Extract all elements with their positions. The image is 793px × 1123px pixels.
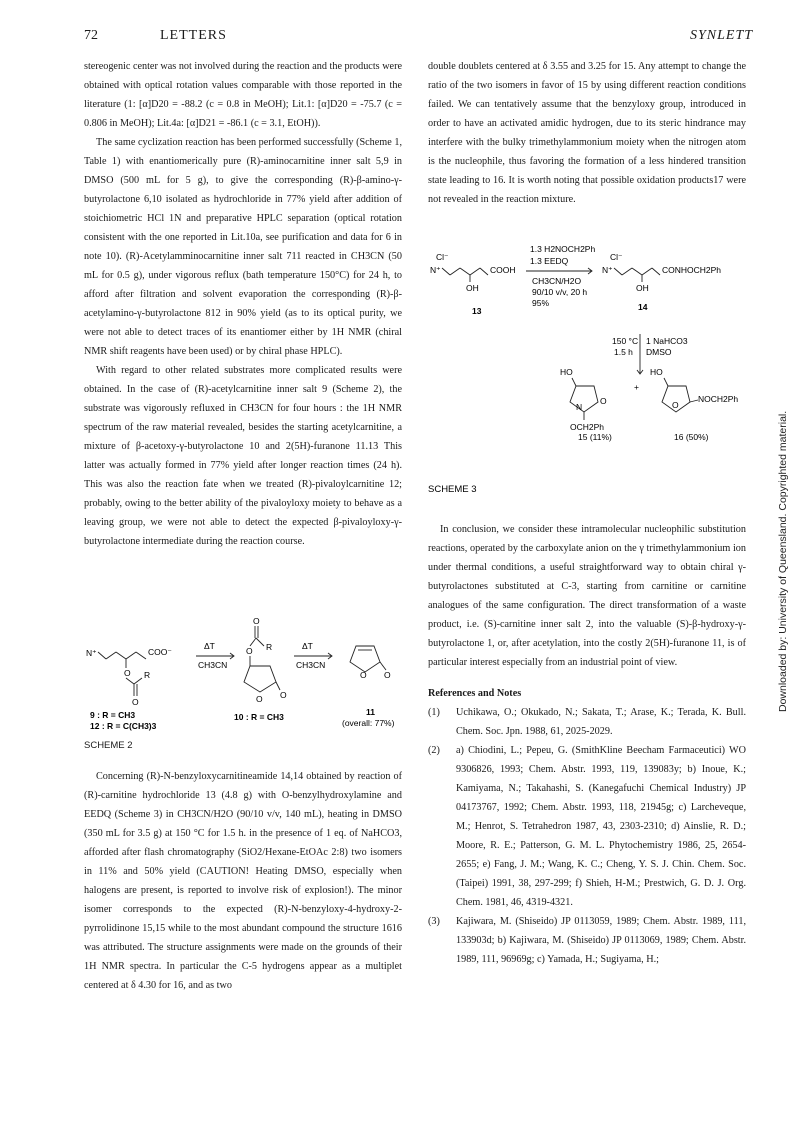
paragraph: double doublets centered at δ 3.55 and 3.25 for 15. Any attempt to change the ratio of the two isomers in favor of 15 by using different reaction conditions failed. We can tentatively assume that the benzyloxy group, introduced in order to have an activated amidic hydrogen, due to its steric hindrance may interfere with the bulky trimethylammonium moiety when the nitrogen atom is the nucleophile, thus favoring the formation of a less hindered transition state leading to 16. It is worth noting that possible oxidation products17 were not revealed in the reaction mixture.	[428, 61, 746, 205]
scheme-3	[428, 244, 748, 495]
reagent-5: 95%	[532, 298, 550, 308]
paragraph: The same cyclization reaction has been performed successfully (Scheme 1, Table 1) with enantiomerically pure (R)-aminocarnitine inner salt 5,9 in DMSO (500 mL for 5 g), to give the corresponding (R)-β-amino-γ-butyrolactone 6,10 isolated as hydrochloride in 77% yield after addition of stoichiometric HCl 1N and preparative HPLC separation (optical rotation consistent with the one reported in Lit.10a, see purification and data for 6 in note 10). (R)-Acetylamminocarnitine inner salt 711 reacted in CH3CN (50 mL for 0.5 g), under vigorous reflux (bath temperature 150°C) for 24 h, to afford after filtration and solvent evaporation the corresponding (R)-β-acetylamino-γ-butyrolactone 812 in 90% yield (as to its optical purity, we were not able to detect traces of its enantiomer either by 1H NMR (chiral NMR shift reagents have been used) or by chiral phase HPLC).	[84, 137, 402, 357]
reference-item	[428, 741, 746, 912]
scheme-2	[84, 612, 404, 752]
r-group: R	[144, 670, 151, 680]
reagent-2: 1.3 EEDQ	[530, 256, 569, 266]
left-column-lower	[84, 767, 402, 995]
scheme-3-caption: SCHEME 3	[428, 484, 477, 495]
benzyloxy-label: OCH2Ph	[570, 422, 605, 432]
paragraph: stereogenic center was not involved during the reaction and the products were obtained with optical rotation values comparable with those reported in the literature (1: [α]D20 = -88.2 (c = 0.8 in MeOH); Lit.1: [α]D20 = -75.7 (c = 0.806 in MeOH); Lit.4a: [α]D21 = -86.1 (c = 3.1, EtOH)).	[84, 61, 402, 129]
o-atom: O	[672, 400, 679, 410]
o-atom: O	[600, 396, 607, 406]
page-number: 72	[84, 28, 98, 43]
reagent-1: 1.3 H2NOCH2Ph	[530, 244, 596, 254]
nme3-label: N⁺	[602, 265, 613, 275]
o-atom: O	[132, 697, 139, 707]
compound-label-13: 13	[472, 306, 482, 316]
compound-label-16: 16 (50%)	[674, 432, 709, 442]
references-title: References and Notes	[428, 688, 522, 699]
right-column-lower	[428, 520, 746, 969]
reagent-4: 90/10 v/v, 20 h	[532, 287, 588, 297]
n-atom: N	[576, 402, 583, 412]
reference-number: (1)	[428, 707, 440, 718]
condition-2: 1.5 h	[614, 347, 633, 357]
o-atom: O	[246, 646, 253, 656]
ho-label: HO	[560, 367, 573, 377]
r-group: R	[266, 642, 273, 652]
nme3-label: N⁺	[430, 265, 441, 275]
delta-t-2: ΔT	[302, 641, 313, 651]
reference-item	[428, 703, 746, 741]
oxime-label: NOCH2Ph	[698, 394, 739, 404]
compound-label-10: 10 : R = CH3	[234, 712, 284, 722]
condition-1: 150 °C	[612, 336, 639, 346]
paragraph: Concerning (R)-N-benzyloxycarnitineamide 14,14 obtained by reaction of (R)-carnitine hydrochloride 13 (4.8 g) with O-benzylhydroxylamine and EEDQ (Scheme 3) in CH3CN/H2O (90/10 v/v, 140 mL), heating in DMSO (350 mL for 3.5 g) at 150 °C for 1.5 h. in the presence of 1 eq. of NaHCO3, afforded after flash chromatography (SiO2/Hexane-EtOAc 2:8) two isomers in 11% and 50% yield (CAUTION! Heating DMSO, especially when halogens are present, is reported to involve risk of explosion!). The minor isomer corresponds to the expected (R)-N-benzyloxy-4-hydroxy-2-pyrrolidinone 15,15 while to the most abundant compound the structure 1616 was attributed. The structure assignments were made on the grounds of their 1H NMR spectra. In particular the C-5 hydrogens appear as a multiplet centered at δ 4.30 for 16, and as two	[84, 771, 402, 991]
o-atom: O	[253, 616, 260, 626]
left-column	[84, 57, 402, 551]
reference-text: a) Chiodini, L.; Pepeu, G. (SmithKline Beecham Farmaceutici) WO 9306826, 1993; Chem. Abstr. 1993, 119, 139083y; b) Inoue, K.; Kamiyama, N.; Takahashi, S. (Kanegafuchi Chemical Industry) JP 04173767, 1992; Chem. Abstr. 1993, 118, 21945g; c) Larcheveque, M.; Henrot, S. Tetrahedron 1987, 43, 2303-2310; d) Ainslie, R. D.; Moore, R. E.; Patterson, G. M. L. Phytochemistry 1986, 25, 2654-2655; e) Fang, J. M.; Wang, K. C.; Cheng, Y. S. J. Chin. Chem. Soc. (Taipei) 1991, 38, 297-299; f) Shieh, H-M.; Prestwich, G. D. J. Org. Chem. 1981, 46, 4319-4321.	[456, 745, 746, 908]
condition-4: DMSO	[646, 347, 672, 357]
chloride-label: Cl⁻	[436, 252, 449, 262]
plus-sign: +	[634, 382, 639, 392]
solvent-1: CH3CN	[198, 660, 228, 670]
o-atom: O	[256, 694, 263, 704]
solvent-2: CH3CN	[296, 660, 326, 670]
carboxylate-label: COO⁻	[148, 647, 172, 657]
paragraph: In conclusion, we consider these intramolecular nucleophilic substitution reactions, operated by the carboxylate anion on the γ trimethylammonium ion under thermal conditions, a useful straightforward way to obtain chiral γ-butyrolactones substituted at C-3, starting from carnitine or carnitine analogues of the same configuration. The direct transformation of a waste product, i.e. (S)-carnitine inner salt 2, into the valuable (S)-β-hydroxy-γ-butyrolactone 1, or, after acetylation, into the costly 2(5H)-furanone 11, is of particular interest especially from an industrial point of view.	[428, 524, 746, 668]
o-atom: O	[124, 668, 131, 678]
reference-text: Uchikawa, O.; Okukado, N.; Sakata, T.; Arase, K.; Terada, K. Bull. Chem. Soc. Jpn. 1988, 61, 2025-2029.	[456, 707, 746, 737]
yield-11: (overall: 77%)	[342, 718, 395, 728]
compound-label-12: 12 : R = C(CH3)3	[90, 721, 157, 731]
reference-text: Kajiwara, M. (Shiseido) JP 0113059, 1989; Chem. Abstr. 1989, 111, 133903d; b) Kajiwara, M. (Shiseido) JP 0113069, 1989; Chem. Abstr. 1989, 111, 96969g; c) Yamada, H.; Sugiyama, H.;	[456, 916, 746, 965]
ho-label: HO	[650, 367, 663, 377]
cooh-label: COOH	[490, 265, 516, 275]
running-head-journal: SYNLETT	[690, 28, 754, 43]
reagent-3: CH3CN/H2O	[532, 276, 582, 286]
chloride-label: Cl⁻	[610, 252, 623, 262]
oh-label: OH	[466, 283, 479, 293]
running-head-section: LETTERS	[160, 28, 227, 43]
paragraph: With regard to other related substrates more complicated results were obtained. In the case of (R)-acetylcarnitine inner salt 9 (Scheme 2), the substrate was vigorously refluxed in CH3CN for four hours : the 1H NMR spectrum of the raw material revealed, besides the starting acetylcarnitine, a mixture of β-acetoxy-γ-butyrolactone 10 and 2(5H)-furanone 11.13 This latter was actually formed in 77% yield after longer reaction times (24 h). This was also the reaction fate when we treated (R)-pivaloylcarnitine 12; probably, owing to the better ability of the pivaloyloxy moiety to behave as a leaving group, we were not able to detect the expected β-pivaloyloxy-γ-butyrolactone intermediate during the reaction course.	[84, 365, 402, 547]
o-atom: O	[360, 670, 367, 680]
reference-item	[428, 912, 746, 969]
reference-number: (3)	[428, 916, 440, 927]
delta-t-1: ΔT	[204, 641, 215, 651]
download-watermark: Downloaded by: University of Queensland. Copyrighted material.	[777, 410, 789, 712]
right-column-upper	[428, 57, 746, 209]
compound-label-14: 14	[638, 302, 648, 312]
compound-label-9: 9 : R = CH3	[90, 710, 136, 720]
o-atom: O	[280, 690, 287, 700]
amide-label: CONHOCH2Ph	[662, 265, 722, 275]
compound-label-15: 15 (11%)	[578, 432, 612, 442]
reference-number: (2)	[428, 745, 440, 756]
condition-3: 1 NaHCO3	[646, 336, 688, 346]
nme3-label: N⁺	[86, 648, 97, 658]
scheme-2-caption: SCHEME 2	[84, 740, 133, 751]
compound-label-11: 11	[366, 707, 375, 717]
oh-label: OH	[636, 283, 649, 293]
o-atom: O	[384, 670, 391, 680]
